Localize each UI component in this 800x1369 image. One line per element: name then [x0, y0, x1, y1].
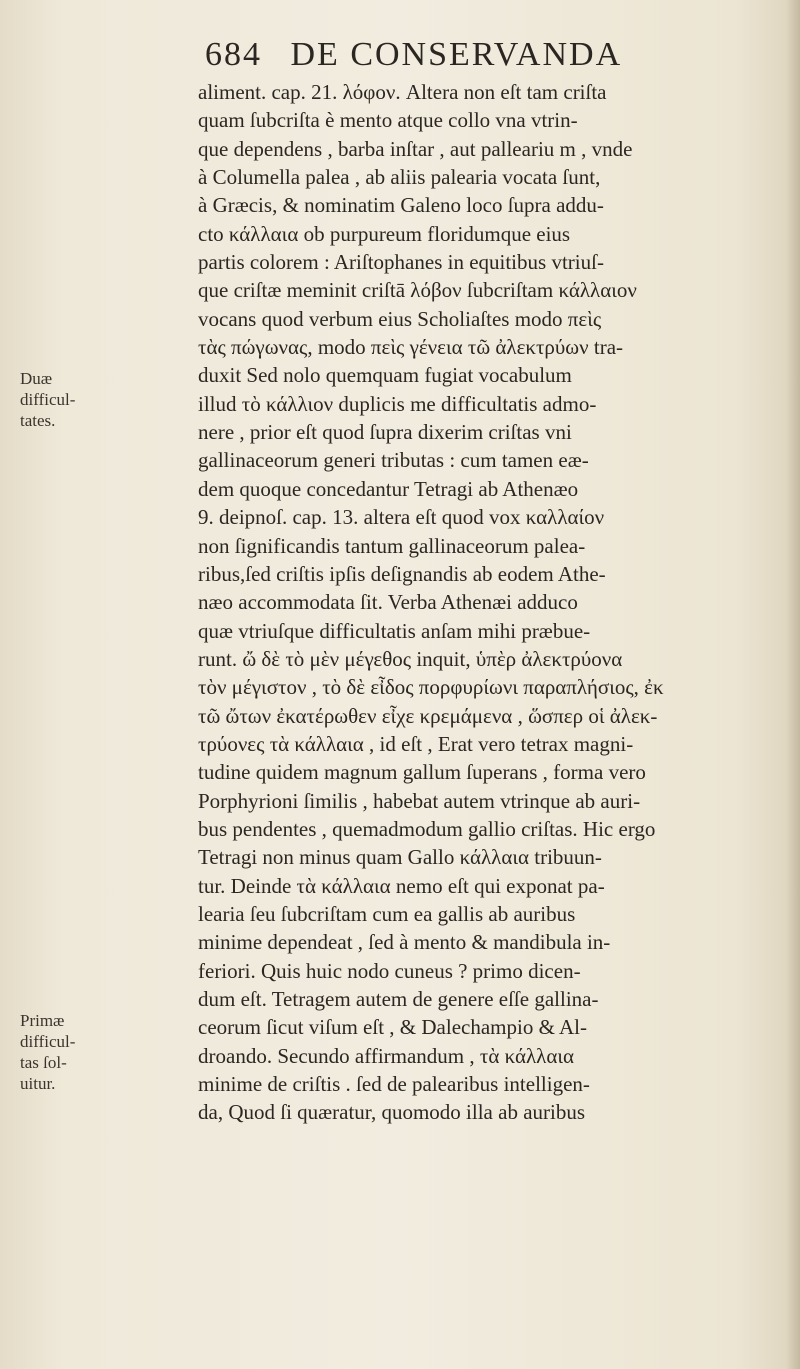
margin-note-line: tas ſol- [20, 1053, 67, 1072]
text-line: feriori. Quis huic nodo cuneus ? primo dicen- [198, 958, 581, 983]
text-line: τῶ ὤτων ἐκατέρωθεν εἶχε κρεμάμενα , ὥσπερ οἱ ἀλεκ- [198, 703, 658, 728]
text-line: tudine quidem magnum gallum ſuperans , forma vero [198, 760, 646, 785]
text-line: dum eſt. Tetragem autem de genere eſſe gallina- [198, 987, 599, 1011]
text-line: Tetragi non minus quam Gallo κάλλαια tribuun- [198, 845, 602, 870]
text-line: τὸν μέγιστον , τὸ δὲ εἶδος πορφυρίωνι παραπλήσιος, ἐκ [198, 675, 664, 700]
text-line: ceorum ſicut viſum eſt , & Dalechampio & Al- [198, 1015, 587, 1040]
margin-note-line: uitur. [20, 1074, 56, 1093]
page-number: 684 [205, 36, 262, 73]
text-line: 9. deipnoſ. cap. 13. altera eſt quod vox καλλαίον [198, 505, 605, 530]
text-line: tur. Deinde τὰ κάλλαια nemo eſt qui exponat pa- [198, 873, 605, 898]
margin-note-first-difficulty-solved [20, 1010, 170, 1094]
text-line: que criſtæ meminit criſtā λόβον ſubcriſtam κάλλαιον [198, 278, 637, 303]
margin-note-line: Duæ [20, 369, 53, 388]
page-edge-shadow [786, 0, 800, 1369]
body-text [198, 78, 788, 1127]
running-header [205, 36, 725, 80]
text-line: duxit Sed nolo quemquam fugiat vocabulum [198, 363, 572, 388]
text-line: à Græcis, & nominatim Galeno loco ſupra addu- [198, 193, 604, 218]
text-line: bus pendentes , quemadmodum gallio criſtas. Hic ergo [198, 816, 656, 841]
text-line: vocans quod verbum eius Scholiaſtes modo πεὶς [198, 306, 602, 331]
text-line: à Columella palea , ab aliis palearia vocata ſunt, [198, 165, 601, 190]
text-line: da, Quod ſi quæratur, quomodo illa ab auribus [198, 1100, 586, 1125]
margin-note-line: tates. [20, 411, 56, 430]
running-title: DE CONSERVANDA [290, 36, 623, 73]
text-line: ribus,ſed criſtis ipſis deſignandis ab eodem Athe- [198, 561, 606, 586]
margin-note-line: Primæ [20, 1011, 65, 1030]
text-line: partis colorem : Ariſtophanes in equitibus vtriuſ- [198, 250, 604, 275]
margin-note-two-difficulties [20, 368, 170, 431]
margin-note-line: difficul- [20, 1032, 76, 1051]
text-line: quam ſubcriſta è mento atque collo vna vtrin- [198, 108, 578, 133]
text-line: cto κάλλαια ob purpureum floridumque eius [198, 221, 571, 246]
text-line: non ſignificandis tantum gallinaceorum palea- [198, 533, 586, 558]
margin-note-line: difficul- [20, 390, 76, 409]
text-line: que dependens , barba inſtar , aut palleariu m , vnde [198, 136, 633, 161]
text-line: runt. ὤ δὲ τὸ μὲν μέγεθος inquit, ὑπὲρ ἀλεκτρύονα [198, 646, 623, 671]
text-line: learia ſeu ſubcriſtam cum ea gallis ab auribus [198, 901, 576, 926]
text-line: τὰς πώγωνας, modo πεὶς γένεια τῶ ἀλεκτρύων tra- [198, 335, 624, 360]
text-line: nere , prior eſt quod ſupra dixerim criſtas vni [198, 420, 572, 445]
text-line: quæ vtriuſque difficultatis anſam mihi præbue- [198, 618, 591, 643]
text-line: næo accommodata ſit. Verba Athenæi adduco [198, 590, 578, 615]
text-line: gallinaceorum generi tributas : cum tamen eæ- [198, 448, 589, 473]
text-line: minime de criſtis . ſed de palearibus intelligen- [198, 1072, 590, 1097]
text-line: τρύονες τὰ κάλλαια , id eſt , Erat vero tetrax magni- [198, 731, 634, 756]
text-line: Porphyrioni ſimilis , habebat autem vtrinque ab auri- [198, 788, 641, 813]
text-line: aliment. cap. 21. λόφον. Altera non eſt tam criſta [198, 80, 607, 104]
text-line: droando. Secundo affirmandum , τὰ κάλλαια [198, 1043, 574, 1068]
text-line: minime dependeat , ſed à mento & mandibula in- [198, 930, 611, 955]
text-line: illud τὸ κάλλιον duplicis me difficultatis admo- [198, 391, 597, 416]
text-line: dem quoque concedantur Tetragi ab Athenæo [198, 476, 579, 501]
